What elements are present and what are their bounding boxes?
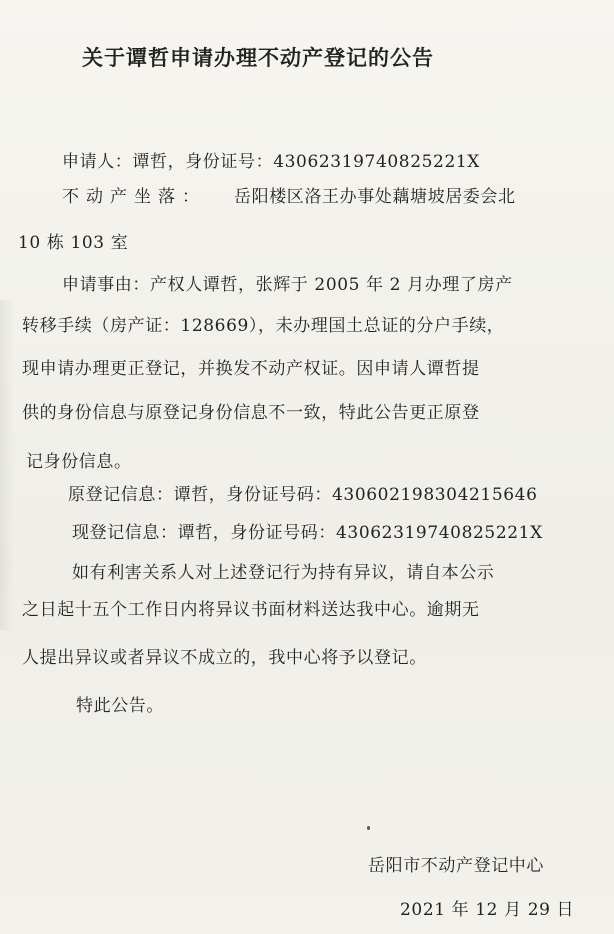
paper-speck bbox=[367, 826, 370, 830]
reason-line-1: 申请事由：产权人谭哲，张辉于 2005 年 2 月办理了房产 bbox=[62, 275, 513, 295]
location-line-2: 10 栋 103 室 bbox=[18, 233, 129, 253]
closing-line: 特此公告。 bbox=[76, 696, 164, 716]
objection-line-2: 之日起十五个工作日内将异议书面材料送达我中心。逾期无 bbox=[22, 600, 480, 620]
reason-line-4: 供的身份信息与原登记身份信息不一致，特此公告更正原登 bbox=[22, 403, 480, 423]
original-info-line: 原登记信息：谭哲，身份证号码：430602198304215646 bbox=[68, 485, 538, 505]
paper-fold-shadow bbox=[0, 300, 14, 630]
notice-date: 2021 年 12 月 29 日 bbox=[400, 900, 575, 920]
objection-line-3: 人提出异议或者异议不成立的，我中心将予以登记。 bbox=[22, 648, 427, 668]
location-label: 不动产坐落： bbox=[62, 187, 206, 207]
current-info-line: 现登记信息：谭哲，身份证号码：43062319740825221X bbox=[72, 523, 543, 543]
location-line-1: 岳阳楼区洛王办事处藕塘坡居委会北 bbox=[234, 187, 516, 207]
reason-line-2: 转移手续（房产证：128669），未办理国土总证的分户手续， bbox=[22, 316, 505, 336]
applicant-line: 申请人：谭哲，身份证号：43062319740825221X bbox=[62, 152, 480, 172]
reason-line-5: 记身份信息。 bbox=[26, 452, 132, 472]
objection-line-1: 如有利害关系人对上述登记行为持有异议，请自本公示 bbox=[72, 563, 495, 583]
reason-line-3: 现申请办理更正登记，并换发不动产权证。因申请人谭哲提 bbox=[22, 359, 480, 379]
notice-title: 关于谭哲申请办理不动产登记的公告 bbox=[82, 46, 434, 70]
issuer-name: 岳阳市不动产登记中心 bbox=[368, 856, 544, 876]
